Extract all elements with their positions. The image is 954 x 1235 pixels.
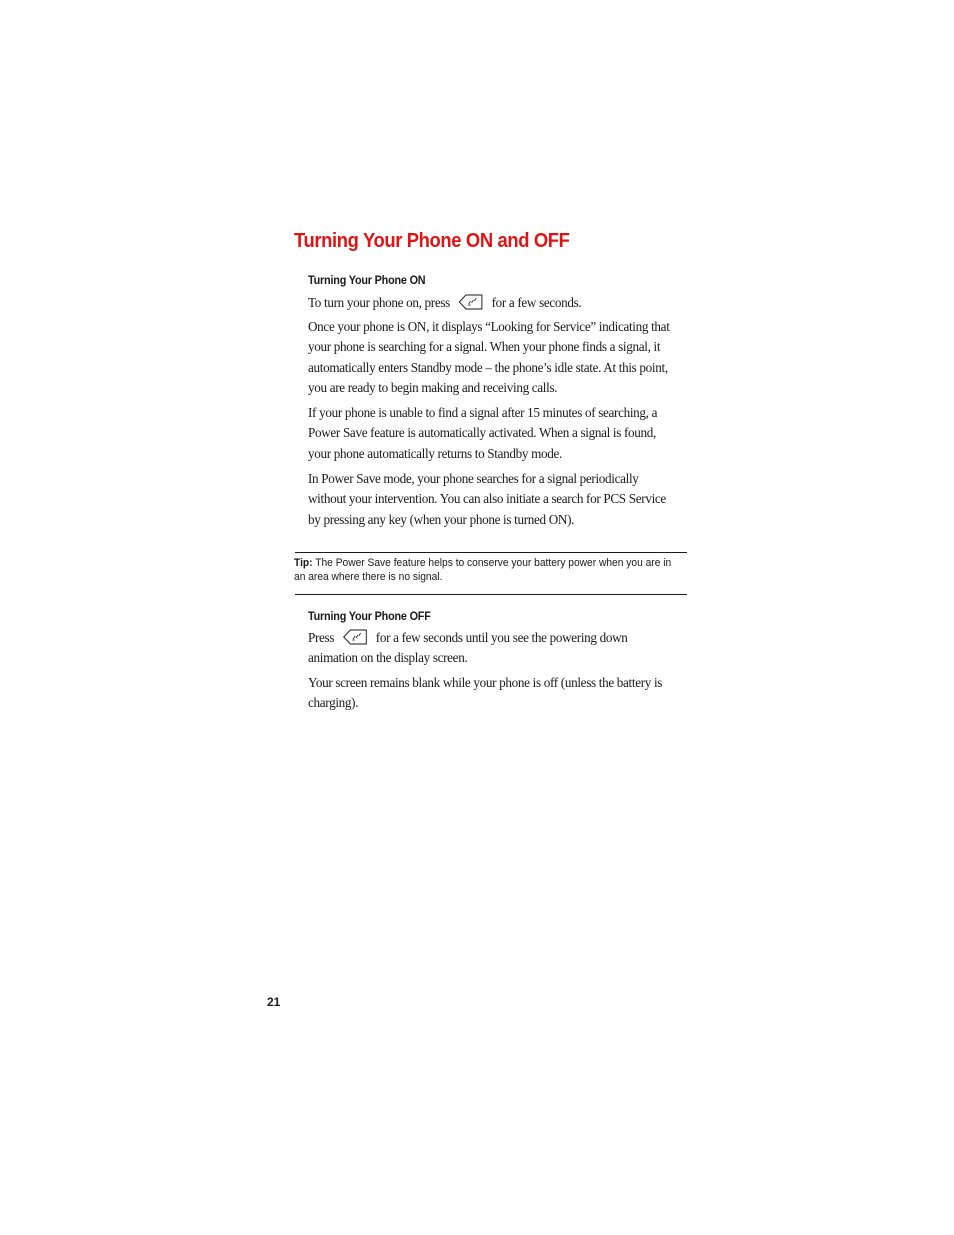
page-title: Turning Your Phone ON and OFF	[294, 230, 570, 252]
page-number: 21	[267, 995, 281, 1009]
turn-on-text-before: To turn your phone on, press	[308, 296, 450, 311]
paragraph-power-save-activation: If your phone is unable to find a signal after 15 minutes of searching, a Power Save feature is automatically activated. When a signal is found, your phone automatically returns to Standby mode.	[308, 406, 658, 462]
tip-note	[294, 556, 685, 584]
paragraph-turn-on-instruction	[308, 294, 676, 314]
turn-on-text-after: for a few seconds.	[491, 296, 582, 311]
tip-text: The Power Save feature helps to conserve your battery power when you are in an area where there is no signal.	[294, 557, 672, 583]
section-heading-turning-off: Turning Your Phone OFF	[308, 609, 431, 623]
paragraph-turn-off-instruction	[308, 629, 676, 670]
tip-top-rule	[295, 552, 687, 553]
tip-bottom-rule	[295, 594, 687, 595]
paragraph-power-save-mode: In Power Save mode, your phone searches for a signal periodically without your intervention. You can also initiate a search for PCS Service by pressing any key (when your phone is turned ON).	[308, 472, 666, 528]
paragraph-looking-for-service: Once your phone is ON, it displays “Looking for Service” indicating that your phone is searching for a signal. When your phone finds a signal, it automatically enters Standby mode – the phone’s idle state. At this point, you are ready to begin making and receiving calls.	[308, 320, 670, 396]
section-heading-turning-on: Turning Your Phone ON	[308, 273, 426, 287]
turn-off-text-after: for a few seconds until you see the powering down animation on the display screen.	[308, 631, 628, 667]
end-power-key-icon	[340, 628, 370, 646]
tip-label: Tip:	[294, 557, 313, 569]
end-power-key-icon	[456, 293, 486, 311]
turn-off-text-before: Press	[308, 631, 335, 646]
paragraph-screen-blank: Your screen remains blank while your phone is off (unless the battery is charging).	[308, 676, 663, 712]
